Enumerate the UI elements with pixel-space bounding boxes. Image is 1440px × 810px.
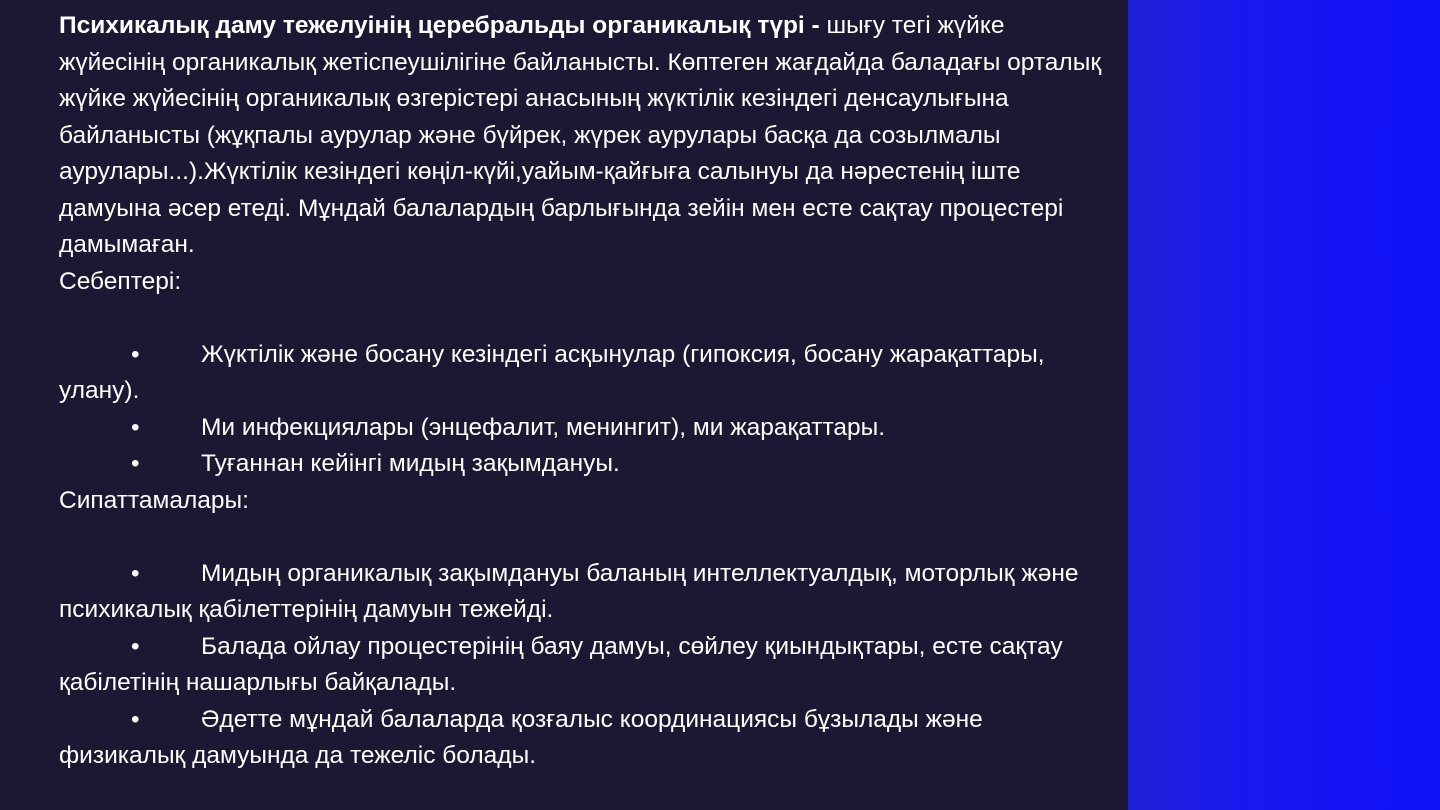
spacer <box>59 300 1109 337</box>
spacer <box>59 519 1109 556</box>
intro-paragraph <box>59 8 1109 264</box>
list-item <box>59 702 1109 775</box>
bullet-icon: • <box>131 340 140 368</box>
bullet-icon: • <box>131 413 140 441</box>
list-item <box>59 629 1109 702</box>
bullet-icon: • <box>131 450 140 477</box>
intro-bold-heading: Психикалық даму тежелуінің церебральды органикалық түрі - <box>59 12 827 39</box>
list-item-text: Жүктілік және босану кезіндегі асқынулар (гипоксия, босану жарақаттары, улану). <box>59 340 1045 404</box>
list-item <box>59 556 1109 629</box>
intro-text: шығу тегі жүйке жүйесінің органикалық жетіспеушілігіне байланысты. Көптеген жағдайда баладағы орталық жүйке жүйесінің органикалық өзгерістері анасының жүктілік кезіндегі денсаулығына байланысты (жұқпалы аурулар және бүйрек, жүрек аурулары басқа да созылмалы аурулары...).Жүктілік кезіндегі көңіл-күйі,уайым-қайғыға салынуы да нәрестенің іште дамуына әсер етеді. Мұндай балалардың барлығында зейін мен есте сақтау процестері дамымаған. <box>59 12 1102 258</box>
list-item <box>59 337 1109 410</box>
traits-heading: Сипаттамалары: <box>59 486 249 514</box>
list-item-text: Әдетте мұндай балаларда қозғалыс координациясы бұзылады және физикалық дамуында да тежеліс болады. <box>59 705 983 769</box>
list-item <box>59 410 1109 447</box>
slide-content <box>59 8 1109 775</box>
list-item-text: Балада ойлау процестерінің баяу дамуы, сөйлеу қиындықтары, есте сақтау қабілетінің нашарлығы байқалады. <box>59 632 1063 696</box>
causes-heading: Себептері: <box>59 267 182 295</box>
list-item-text: Ми инфекциялары (энцефалит, менингит), ми жарақаттары. <box>201 413 886 441</box>
bullet-icon: • <box>131 632 140 660</box>
bullet-icon: • <box>131 559 140 587</box>
decorative-side-band <box>1128 0 1440 810</box>
list-item <box>59 446 1109 483</box>
list-item-text: Туғаннан кейінгі мидың зақымдануы. <box>201 450 620 477</box>
bullet-icon: • <box>131 705 140 733</box>
list-item-text: Мидың органикалық зақымдануы баланың интеллектуалдық, моторлық және психикалық қабілеттерінің дамуын тежейді. <box>59 559 1079 623</box>
